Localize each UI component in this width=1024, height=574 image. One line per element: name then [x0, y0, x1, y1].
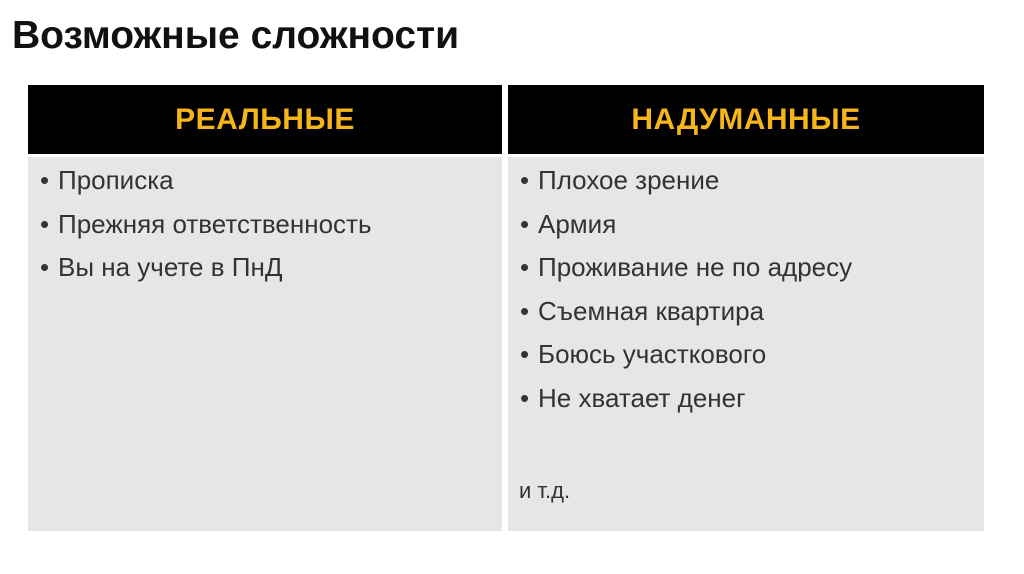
list-item-text: Съемная квартира [538, 295, 765, 326]
list-item [508, 296, 852, 326]
column-header-real: РЕАЛЬНЫЕ [28, 85, 502, 154]
list-item-text: Боюсь участкового [538, 339, 767, 369]
bullet: • [520, 165, 530, 195]
list-item-text: Вы на учете в ПнД [58, 252, 283, 282]
list-item [508, 383, 852, 413]
etc-note: и т.д. [519, 478, 571, 503]
list-item [508, 252, 852, 282]
bullet: • [520, 252, 530, 282]
slide-title: Возможные сложности [12, 14, 460, 57]
list-item [508, 209, 852, 239]
list-item [28, 209, 372, 239]
item-list-real [28, 165, 372, 296]
list-item-text: Прописка [58, 165, 174, 195]
bullet: • [520, 208, 530, 239]
column-body-imagined [508, 157, 984, 531]
list-item-text: Прежняя ответственность [58, 208, 372, 239]
bullet: • [520, 339, 530, 369]
list-item [28, 252, 372, 282]
bullet: • [40, 208, 50, 239]
list-item-text: Плохое зрение [538, 165, 720, 195]
column-imagined [508, 85, 984, 531]
list-item-text: Не хватает денег [538, 382, 746, 413]
bullet: • [520, 382, 530, 413]
bullet: • [40, 165, 50, 195]
list-item [508, 339, 852, 369]
column-real [28, 85, 502, 531]
list-item [508, 165, 852, 195]
list-item-text: Армия [538, 208, 617, 239]
item-list-imagined [508, 165, 852, 426]
bullet: • [40, 252, 50, 282]
bullet: • [520, 295, 530, 326]
list-item [28, 165, 372, 195]
column-header-imagined: НАДУМАННЫЕ [508, 85, 984, 154]
column-body-real [28, 157, 502, 531]
list-item-text: Проживание не по адресу [538, 252, 853, 282]
